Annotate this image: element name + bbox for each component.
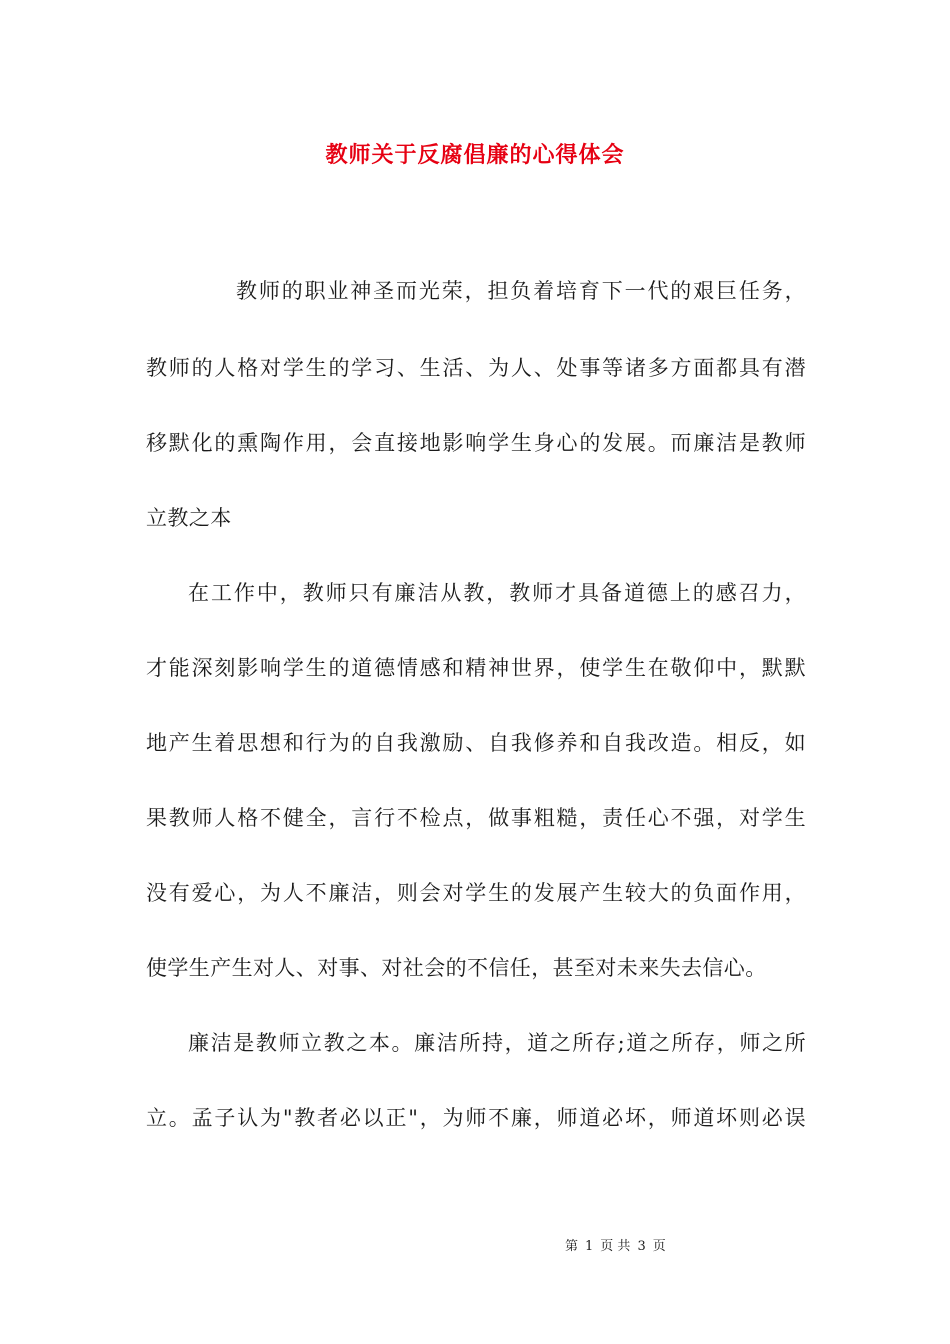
footer-total-pages: 3 <box>637 1239 646 1254</box>
paragraph-1-line-1: 教师的职业神圣而光荣，担负着培育下一代的艰巨任务， <box>236 279 806 303</box>
footer-suffix: 页 <box>652 1239 666 1254</box>
paragraph-1-line-4: 立教之本 <box>146 506 232 530</box>
page-number-footer <box>565 1238 673 1256</box>
paragraph-2-line-5: 没有爱心，为人不廉洁，则会对学生的发展产生较大的负面作用， <box>146 881 806 905</box>
paragraph-2-line-6: 使学生产生对人、对事、对社会的不信任，甚至对未来失去信心。 <box>146 956 767 980</box>
paragraph-3-line-1: 廉洁是教师立教之本。廉洁所持，道之所存;道之所存，师之所 <box>188 1031 806 1055</box>
document-title: 教师关于反腐倡廉的心得体会 <box>325 142 625 168</box>
paragraph-1-line-3: 移默化的熏陶作用，会直接地影响学生身心的发展。而廉洁是教师 <box>146 431 806 455</box>
paragraph-3-line-2: 立。孟子认为"教者必以正"，为师不廉，师道必坏，师道坏则必误 <box>146 1106 806 1130</box>
paragraph-2-line-2: 才能深刻影响学生的道德情感和精神世界，使学生在敬仰中，默默 <box>146 656 806 680</box>
paragraph-1-line-2: 教师的人格对学生的学习、生活、为人、处事等诸多方面都具有潜 <box>146 356 806 380</box>
paragraph-2-line-4: 果教师人格不健全，言行不检点，做事粗糙，责任心不强，对学生 <box>146 806 806 830</box>
paragraph-2-line-1: 在工作中，教师只有廉洁从教，教师才具备道德上的感召力， <box>188 581 806 605</box>
footer-current-page: 1 <box>585 1239 594 1254</box>
footer-mid: 页 共 <box>600 1239 631 1254</box>
footer-prefix: 第 <box>565 1239 579 1254</box>
paragraph-2-line-3: 地产生着思想和行为的自我激励、自我修养和自我改造。相反，如 <box>146 731 806 755</box>
